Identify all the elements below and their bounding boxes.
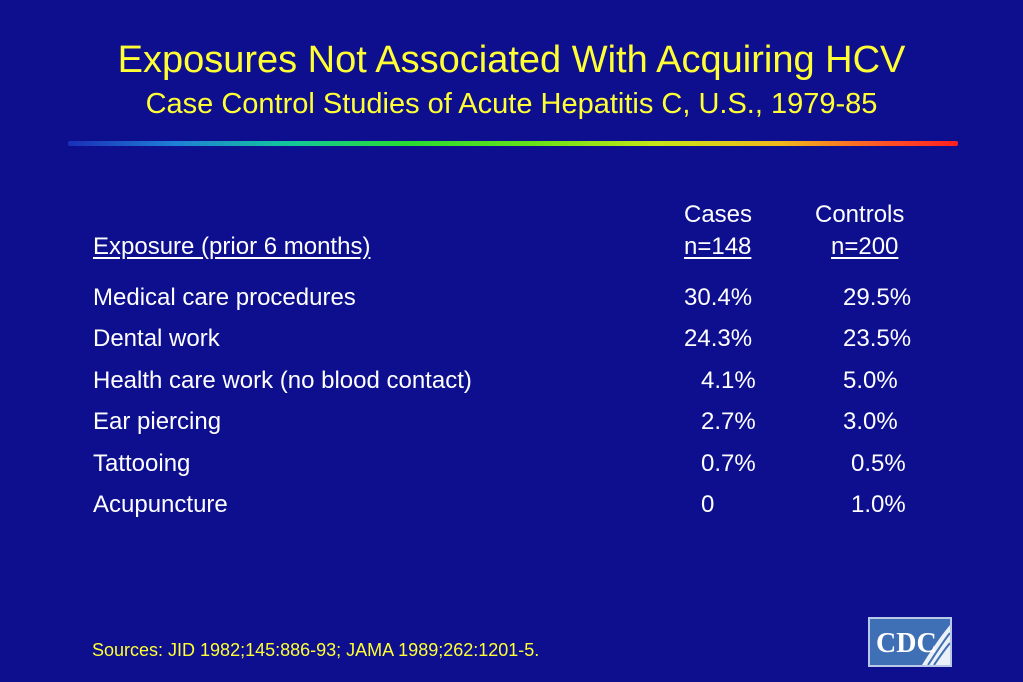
header-cases-n: n=148 [684,233,752,260]
row-controls: 3.0% [843,408,898,435]
row-controls: 1.0% [851,491,906,518]
row-controls: 5.0% [843,367,898,394]
row-controls: 23.5% [843,325,912,352]
row-controls: 0.5% [851,450,906,477]
row-exposure: Health care work (no blood contact) [93,367,472,394]
slide-subtitle: Case Control Studies of Acute Hepatitis C, U.S., 1979-85 [145,88,878,120]
row-cases: 30.4% [684,284,753,311]
row-exposure: Acupuncture [93,491,228,518]
row-exposure: Tattooing [93,450,191,477]
row-cases: 0.7% [701,450,756,477]
cdc-logo-icon [868,617,952,667]
row-exposure: Ear piercing [93,408,222,435]
row-controls: 29.5% [843,284,912,311]
row-exposure: Dental work [93,325,220,352]
slide-title: Exposures Not Associated With Acquiring HCV [117,39,906,81]
header-exposure: Exposure (prior 6 months) [93,233,371,260]
cdc-logo-text: CDC [876,628,937,659]
header-cases-label: Cases [684,201,753,228]
row-cases: 4.1% [701,367,756,394]
gradient-divider [68,141,958,146]
row-cases: 0 [701,491,715,518]
header-controls-label: Controls [815,201,905,228]
sources-citation: Sources: JID 1982;145:886-93; JAMA 1989;262:1201-5. [92,640,540,660]
row-cases: 24.3% [684,325,753,352]
row-exposure: Medical care procedures [93,284,356,311]
row-cases: 2.7% [701,408,756,435]
header-controls-n: n=200 [831,233,899,260]
